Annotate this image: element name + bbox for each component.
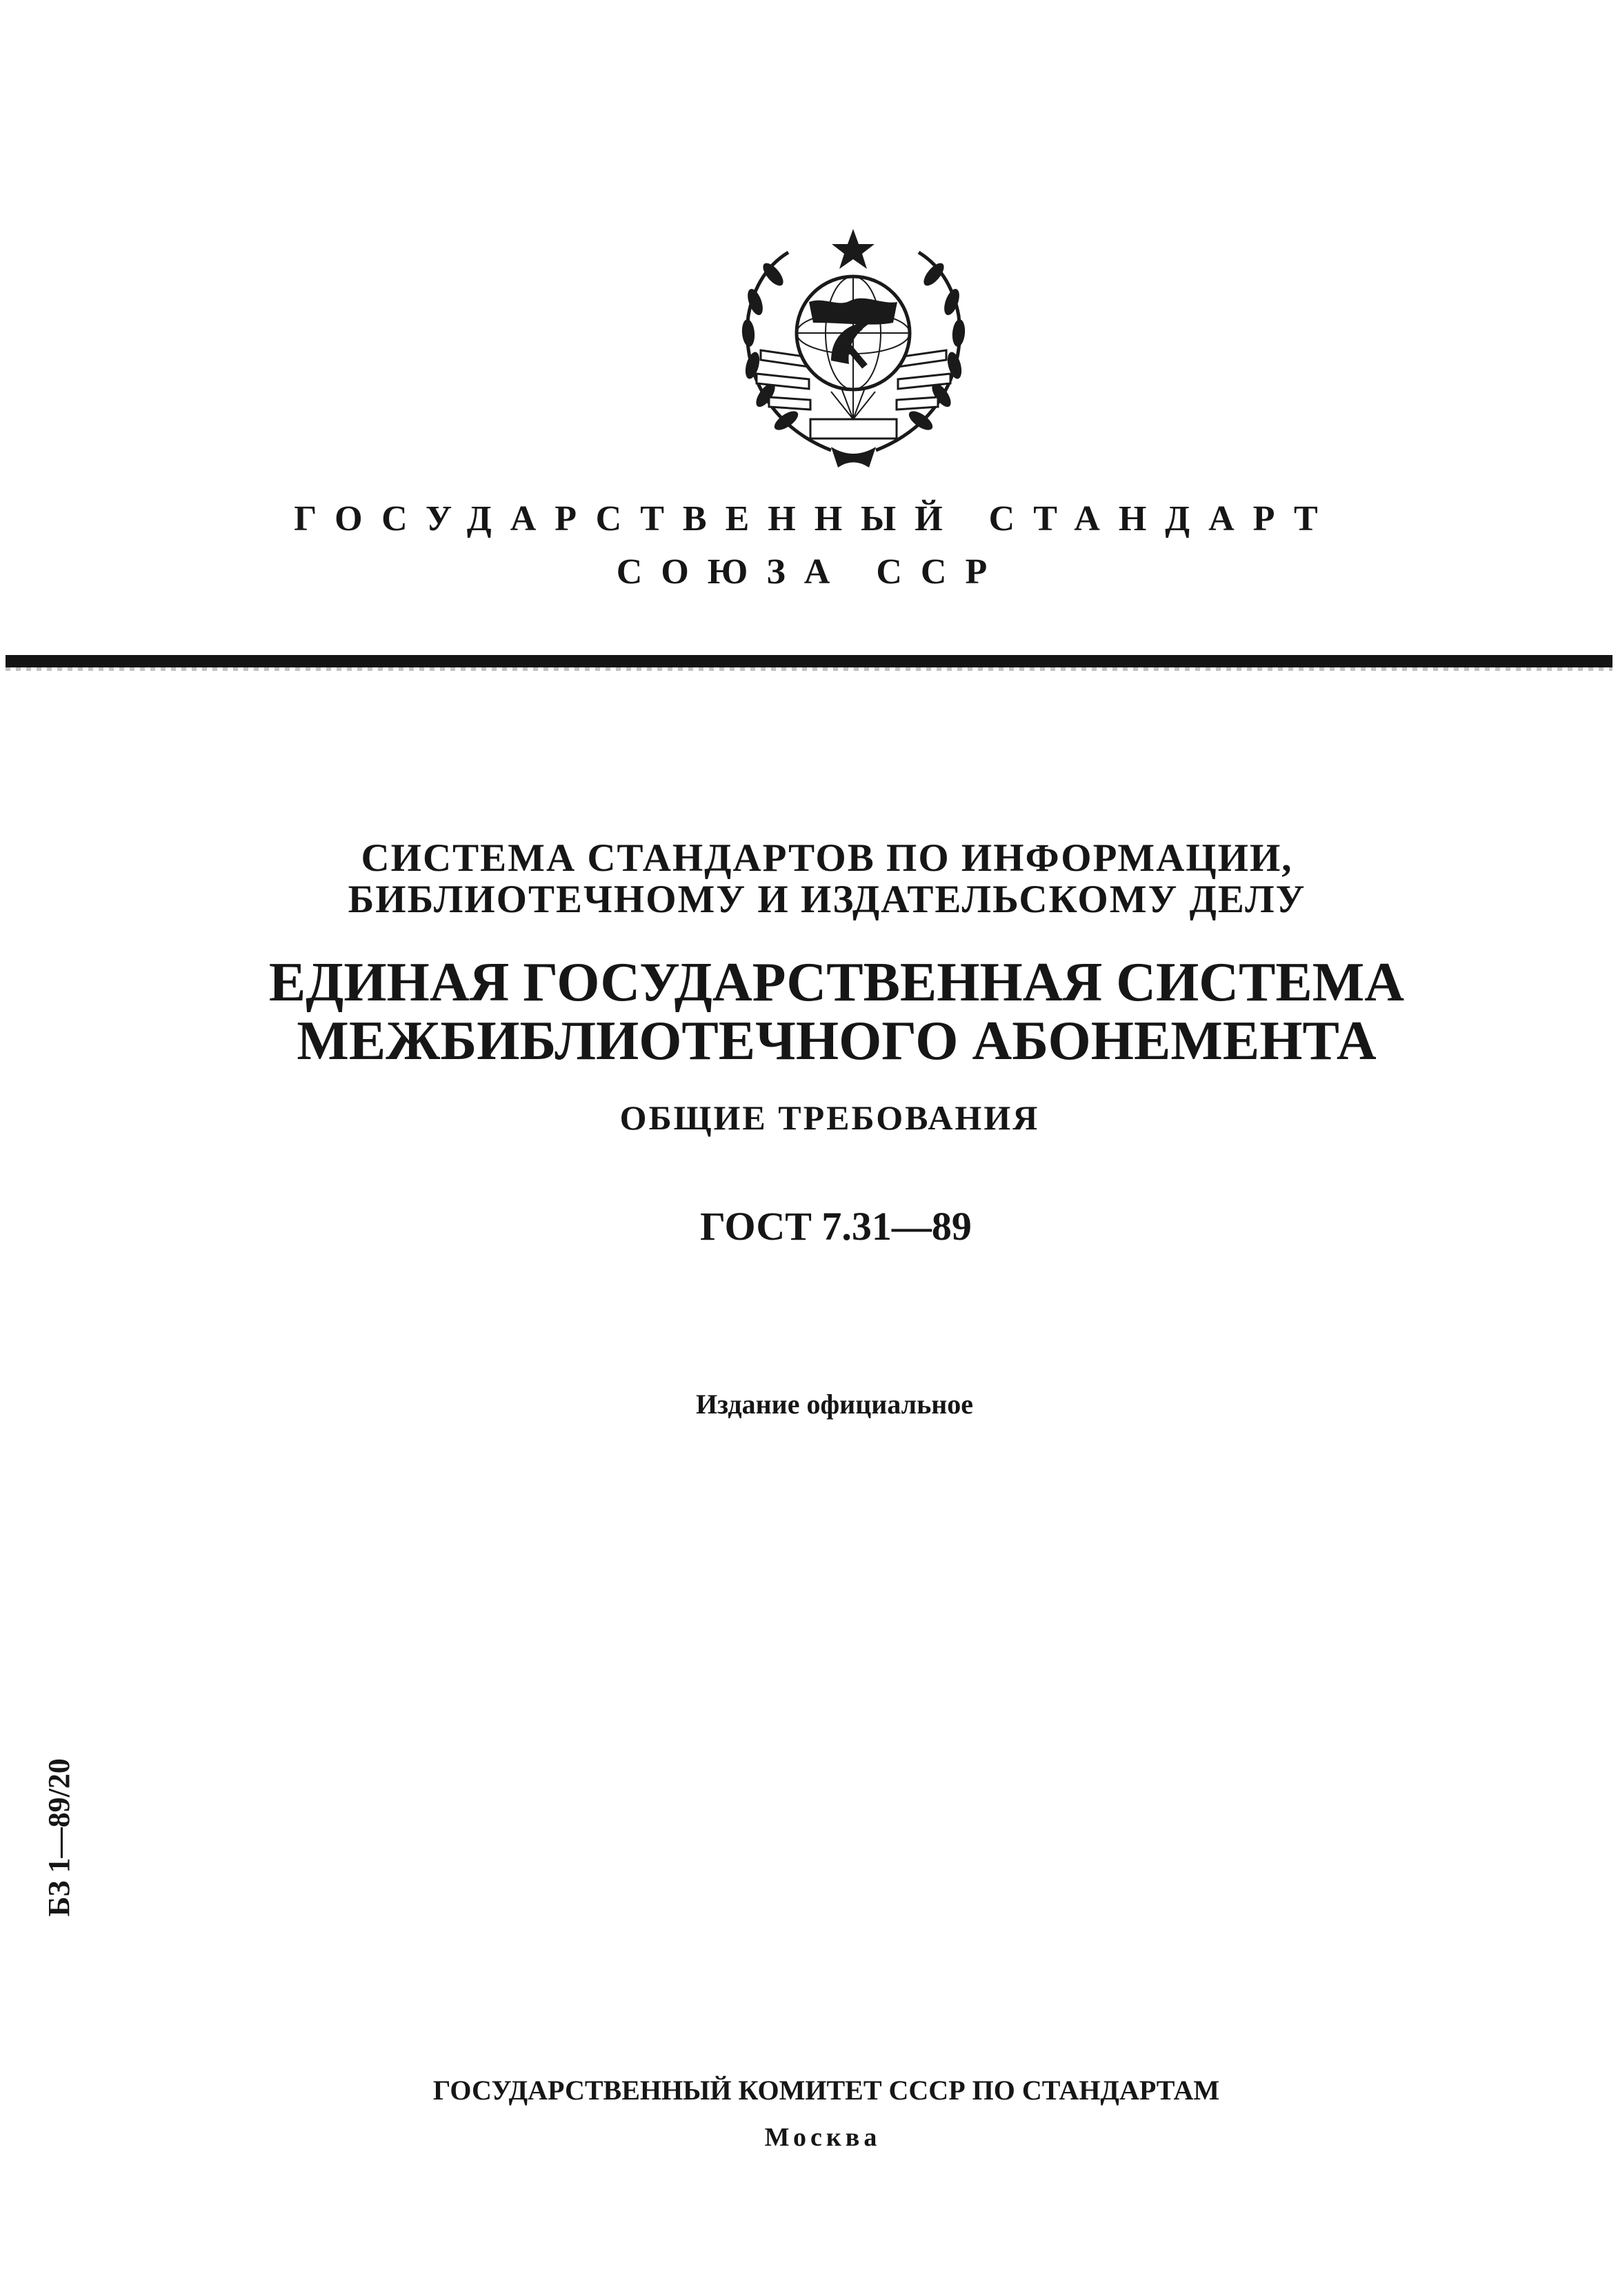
document-title-line-1: ЕДИНАЯ ГОСУДАРСТВЕННАЯ СИСТЕМА [268, 952, 1405, 1013]
side-catalog-code: БЗ 1—89/20 [42, 1758, 76, 1917]
document-subtitle: ОБЩИЕ ТРЕБОВАНИЯ [619, 1098, 1040, 1137]
series-title-line-1: СИСТЕМА СТАНДАРТОВ ПО ИНФОРМАЦИИ, [361, 836, 1293, 880]
publisher-name: ГОСУДАРСТВЕННЫЙ КОМИТЕТ СССР ПО СТАНДАРТАМ [432, 2075, 1220, 2106]
header-ussr: СОЮЗА ССР [616, 552, 1006, 592]
publisher-city: Москва [764, 2123, 881, 2152]
document-title-line-2: МЕЖБИБЛИОТЕЧНОГО АБОНЕМЕНТА [297, 1011, 1377, 1071]
gost-number: ГОСТ 7.31—89 [700, 1204, 972, 1249]
ussr-coat-of-arms-icon [728, 219, 979, 476]
header-state-standard: ГОСУДАРСТВЕННЫЙ СТАНДАРТ [294, 499, 1337, 538]
edition-note: Издание официальное [695, 1389, 974, 1420]
horizontal-rule [6, 655, 1612, 667]
series-title-line-2: БИБЛИОТЕЧНОМУ И ИЗДАТЕЛЬСКОМУ ДЕЛУ [348, 878, 1306, 921]
horizontal-rule-texture [6, 667, 1612, 671]
